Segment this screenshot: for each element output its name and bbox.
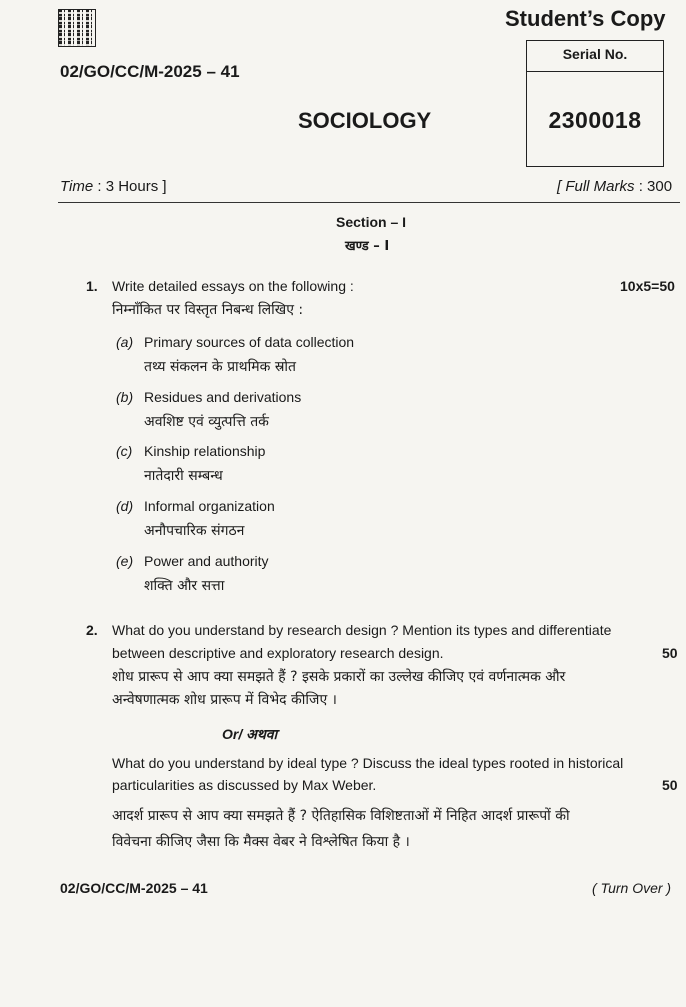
paper-code: 02/GO/CC/M-2025 – 41 xyxy=(60,62,240,81)
turn-over-note: ( Turn Over ) xyxy=(592,880,672,896)
serial-divider xyxy=(527,71,663,72)
question-2-alt-hindi-line-2: विवेचना कीजिए जैसा कि मैक्स वेबर ने विश्लेषित किया है । xyxy=(112,834,410,850)
time-value: : 3 Hours ] xyxy=(97,178,167,195)
footer-paper-code: 02/GO/CC/M-2025 – 41 xyxy=(60,880,208,896)
item-a-text-hindi: तथ्य संकलन के प्राथमिक स्रोत xyxy=(144,359,297,375)
item-d-text: Informal organization xyxy=(144,498,275,514)
question-2-alt-hindi-line-1: आदर्श प्रारूप से आप क्या समझते हैं ? ऐतिहासिक विशिष्टताओं में निहित आदर्श प्रारूपों की xyxy=(112,808,570,824)
question-2-alt-line-2: particularities as discussed by Max Weber. xyxy=(112,777,377,793)
time-label: Time xyxy=(60,178,94,195)
item-e-text-hindi: शक्ति और सत्ता xyxy=(144,578,225,594)
or-separator: Or/ अथवा xyxy=(222,726,278,742)
item-a-text: Primary sources of data collection xyxy=(144,334,355,350)
question-2-hindi-line-2: अन्वेषणात्मक शोध प्रारूप में विभेद कीजिए । xyxy=(112,692,337,708)
section-title: Section – I xyxy=(336,214,407,230)
item-e-text: Power and authority xyxy=(144,553,269,569)
question-1-text: Write detailed essays on the following : xyxy=(112,278,354,294)
item-c-text: Kinship relationship xyxy=(144,443,266,459)
question-2-alt-marks: 50 xyxy=(662,777,678,793)
item-d-label: (d) xyxy=(116,498,134,514)
question-2-marks: 50 xyxy=(662,645,678,661)
question-1-number: 1. xyxy=(86,278,98,294)
header-divider xyxy=(58,202,680,203)
question-1-marks: 10x5=50 xyxy=(620,278,675,294)
marks-value: : 300 xyxy=(638,178,673,195)
serial-label: Serial No. xyxy=(562,46,628,62)
question-2-number: 2. xyxy=(86,622,98,638)
serial-box xyxy=(526,40,664,167)
question-2-text-line-1: What do you understand by research design ? Mention its types and differentiate xyxy=(112,622,612,638)
item-c-text-hindi: नातेदारी सम्बन्ध xyxy=(144,468,223,484)
item-e-label: (e) xyxy=(116,553,134,569)
subject-title: SOCIOLOGY xyxy=(298,108,432,133)
time-allowed xyxy=(60,178,167,195)
serial-number: 2300018 xyxy=(548,107,642,133)
question-2-hindi-line-1: शोध प्रारूप से आप क्या समझते हैं ? इसके प्रकारों का उल्लेख कीजिए एवं वर्णनात्मक और xyxy=(112,669,566,685)
item-b-text: Residues and derivations xyxy=(144,389,302,405)
item-c-label: (c) xyxy=(116,443,133,459)
item-a-label: (a) xyxy=(116,334,134,350)
item-b-text-hindi: अवशिष्ट एवं व्युत्पत्ति तर्क xyxy=(144,414,269,430)
marks-label: [ Full Marks xyxy=(557,178,635,195)
question-2-text-line-2: between descriptive and exploratory research design. xyxy=(112,645,444,661)
question-1-text-hindi: निम्नाँकित पर विस्तृत निबन्ध लिखिए : xyxy=(112,302,304,318)
copy-label: Student’s Copy xyxy=(505,6,666,31)
item-d-text-hindi: अनौपचारिक संगठन xyxy=(144,523,245,539)
section-title-hindi: खण्ड – I xyxy=(345,239,390,254)
question-2-alt-line-1: What do you understand by ideal type ? Discuss the ideal types rooted in historical xyxy=(112,755,624,771)
qr-code-icon xyxy=(58,9,96,47)
full-marks xyxy=(557,178,672,195)
item-b-label: (b) xyxy=(116,389,134,405)
